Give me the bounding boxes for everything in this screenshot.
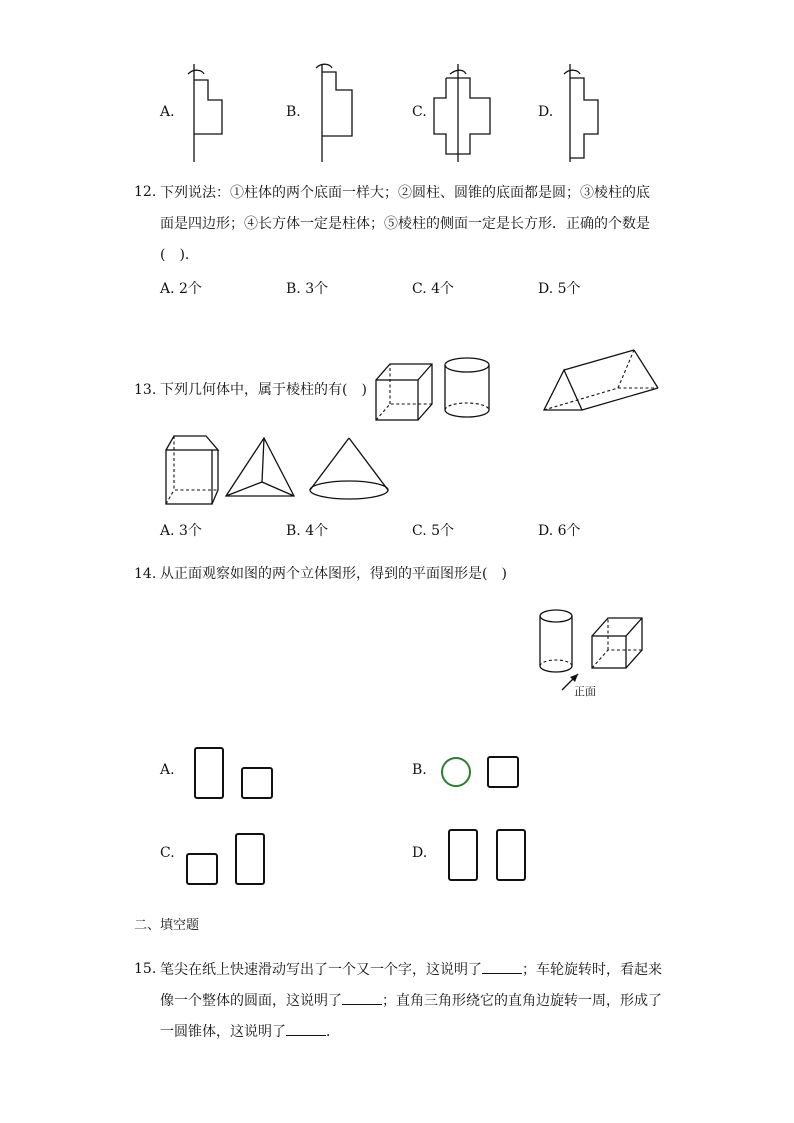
- q15-line1-b: ；车轮旋转时，看起来: [522, 962, 662, 978]
- q13-cylinder-figure: [442, 356, 494, 422]
- q14-solids-figure: [538, 608, 668, 700]
- q14-stem: 从正面观察如图的两个立体图形，得到的平面图形是( ): [160, 566, 507, 582]
- q11-figure-b: [306, 60, 376, 165]
- q14-option-d-figure: [446, 826, 532, 884]
- q13-prism-frustum-figure: [164, 432, 222, 508]
- q12-number: 12.: [134, 184, 157, 200]
- q14-option-a-figure: [192, 746, 276, 802]
- q14-front-label: 正面: [574, 685, 596, 698]
- q15-line2: [160, 990, 662, 1011]
- q13-stem: 下列几何体中，属于棱柱的有( ): [160, 382, 367, 398]
- q15-number: 15.: [134, 961, 157, 977]
- q13-cube-figure: [374, 360, 436, 424]
- q11-figure-a: [180, 60, 240, 165]
- section-2-title: 二、填空题: [134, 918, 200, 933]
- q12-stem-line2: 面是四边形；④长方体一定是柱体；⑤棱柱的侧面一定是长方形．正确的个数是: [160, 216, 650, 232]
- q12-stem-line3: ( )．: [160, 247, 199, 263]
- q15-blank-2[interactable]: [342, 990, 382, 1005]
- q14-option-c-figure: [184, 830, 270, 888]
- q15-line3-a: 一圆锥体，这说明了: [160, 1024, 286, 1040]
- q15-blank-3[interactable]: [286, 1021, 326, 1036]
- q12-option-d: D. 5个: [538, 281, 581, 297]
- q15-line2-b: ；直角三角形绕它的直角边旋转一周，形成了: [382, 993, 662, 1009]
- q12-stem-line1: 下列说法：①柱体的两个底面一样大；②圆柱、圆锥的底面都是圆；③棱柱的底: [160, 185, 650, 201]
- q11-option-c-label: C.: [412, 104, 427, 120]
- q15-line3: [160, 1021, 340, 1042]
- q11-option-a-label: A.: [160, 104, 175, 120]
- q14-option-b-label: B.: [412, 762, 427, 778]
- q13-option-d: D. 6个: [538, 523, 581, 539]
- q11-figure-d: [556, 60, 616, 165]
- q11-option-d-label: D.: [538, 104, 554, 120]
- q11-figure-c: [430, 60, 500, 165]
- q11-option-b-label: B.: [286, 104, 301, 120]
- q13-option-a: A. 3个: [160, 523, 202, 539]
- q15-line1: [160, 959, 662, 980]
- q14-option-b-figure: [438, 754, 522, 790]
- q15-line2-a: 像一个整体的圆面，这说明了: [160, 993, 342, 1009]
- q13-option-c: C. 5个: [412, 523, 455, 539]
- q15-line1-a: 笔尖在纸上快速滑动写出了一个又一个字，这说明了: [160, 962, 482, 978]
- q13-triangular-prism-figure: [540, 348, 664, 416]
- q14-number: 14.: [134, 566, 157, 582]
- q13-option-b: B. 4个: [286, 523, 329, 539]
- q14-option-c-label: C.: [160, 845, 175, 861]
- q14-option-a-label: A.: [160, 762, 175, 778]
- q12-option-b: B. 3个: [286, 281, 329, 297]
- q13-pyramid-figure: [222, 434, 298, 500]
- q14-option-d-label: D.: [412, 845, 428, 861]
- q12-option-a: A. 2个: [160, 281, 202, 297]
- q15-line3-b: ．: [326, 1024, 340, 1040]
- q13-number: 13.: [134, 382, 157, 398]
- q12-option-c: C. 4个: [412, 281, 455, 297]
- q13-cone-figure: [306, 434, 392, 502]
- q15-blank-1[interactable]: [482, 959, 522, 974]
